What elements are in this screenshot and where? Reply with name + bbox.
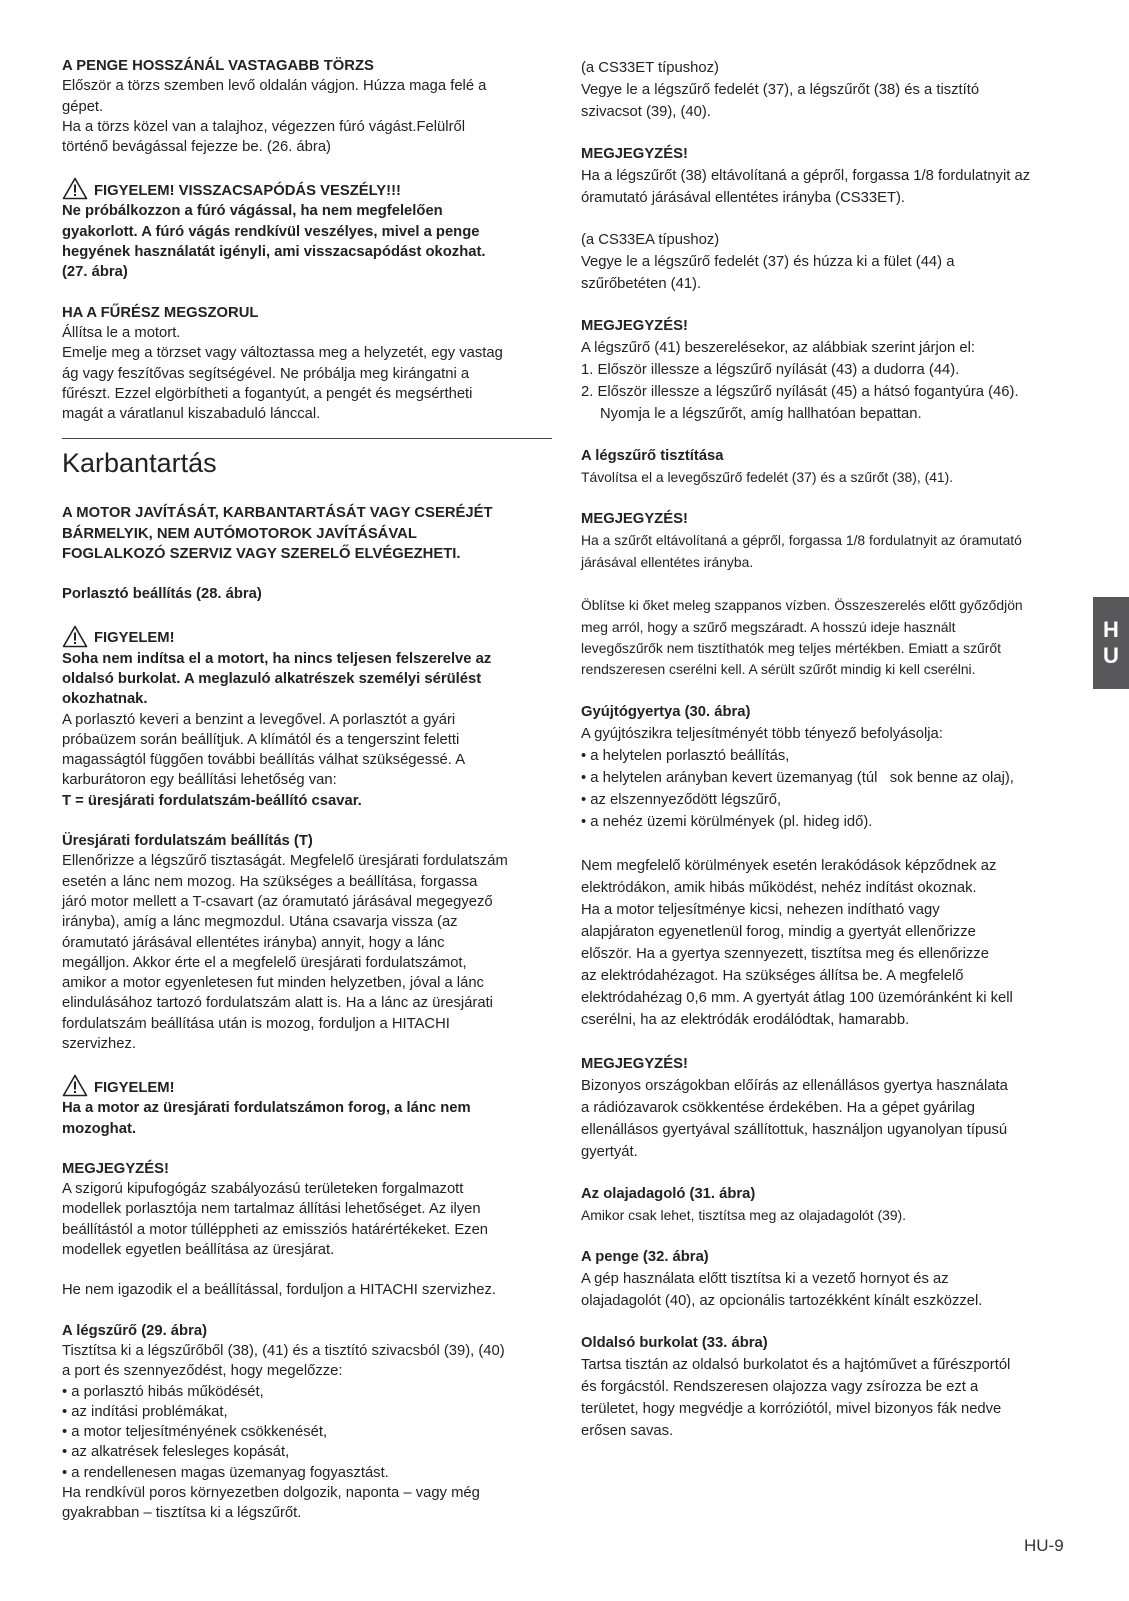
text-line: amikor a motor egyenletesen fut minden helyzetben, jóval a lánc — [62, 975, 484, 992]
rinse-section — [581, 595, 1081, 681]
warning-heading: FIGYELEM! — [62, 1074, 552, 1098]
text-line: oldalsó burkolat. A meglazuló alkatrészek személyi sérülést — [62, 670, 482, 687]
text-line: elektródákon, amik hibás működést, nehéz indítást okoznak. — [581, 879, 977, 896]
spark-section — [581, 701, 1081, 833]
text-line: karburátoron egy beállítási lehetőség van: — [62, 772, 337, 789]
text-line: cserélni, ha az elektródák erodálódtak, hamarabb. — [581, 1011, 910, 1028]
text-line: megálljon. Akkor érte el a megfelelő üresjárati fordulatszámot, — [62, 954, 467, 971]
text-line: fordulatszám beállítása után is mozog, forduljon a HITACHI — [62, 1015, 450, 1032]
list-item: • a rendellenesen magas üzemanyag fogyasztást. — [62, 1464, 389, 1481]
text-line: He nem igazodik el a beállítással, forduljon a HITACHI szervizhez. — [62, 1282, 496, 1299]
text-line: Ha a légszűrőt (38) eltávolítaná a gépről, forgassa 1/8 fordulatnyit az — [581, 168, 1031, 184]
side-cover-section — [581, 1332, 1081, 1442]
maintenance-notice — [62, 503, 552, 564]
text-line: modellek porlasztója nem tartalmaz állítási lehetőséget. Az ilyen — [62, 1201, 481, 1218]
hitachi-line-block — [62, 1280, 552, 1300]
thick-trunk-section — [62, 56, 552, 157]
oiler-section — [581, 1183, 1081, 1226]
text-line: esetén a lánc nem mozog. Ha szükséges a beállítása, forgassa — [62, 873, 478, 890]
blade-heading: A penge (32. ábra) — [581, 1249, 709, 1266]
language-letter: U — [1103, 643, 1119, 668]
filter-clean-section — [581, 445, 1081, 488]
text-line: FOGLALKOZÓ SZERVIZ VAGY SZERELŐ ELVÉGEZHETI. — [62, 546, 461, 563]
text-line: Vegye le a légszűrő fedelét (37) és húzza ki a fület (44) a — [581, 254, 955, 270]
text-line: és forgácstól. Rendszeresen olajozza vagy zsírozza be ezt a — [581, 1379, 979, 1396]
air-filter-section — [62, 1321, 552, 1524]
warning-triangle-icon — [62, 177, 88, 200]
text-line: szervizhez. — [62, 1035, 137, 1052]
text-line: Ha a motor teljesítménye kicsi, nehezen indítható vagy — [581, 901, 940, 918]
text-line: Nem megfelelő körülmények esetén lerakódások képződnek az — [581, 857, 997, 874]
page-number: HU-9 — [1024, 1536, 1064, 1555]
idle-section — [62, 831, 552, 1054]
text-line: (27. ábra) — [62, 264, 128, 281]
text-line: Tartsa tisztán az oldalsó burkolatot és a hajtóművet a fűrészportól — [581, 1357, 1011, 1374]
text-line: Ha a motor az üresjárati fordulatszámon forog, a lánc nem — [62, 1100, 471, 1117]
right-column — [581, 57, 1081, 1462]
list-item: • a porlasztó hibás működését, — [62, 1383, 264, 1400]
text-line: A gyújtószikra teljesítményét több tényező befolyásolja: — [581, 725, 943, 742]
text-line: óramutató járásával ellentétes irányba) annyit, hogy a lánc — [62, 934, 445, 951]
list-item: 1. Először illessze a légszűrő nyílását (43) a dudorra (44). — [581, 362, 960, 378]
text-line: irányba), amíg a lánc megmozdul. Utána csavarja vissza (az — [62, 914, 458, 931]
text-line: A porlasztó keveri a benzint a levegővel. A porlasztót a gyári — [62, 711, 456, 728]
text-line: A gép használata előtt tisztítsa ki a vezető hornyot és az — [581, 1271, 949, 1288]
text-line: Állítsa le a motort. — [62, 324, 181, 341]
language-letter: H — [1103, 617, 1119, 642]
list-item: • a motor teljesítményének csökkenését, — [62, 1424, 328, 1441]
text-line: Ne próbálkozzon a fúró vágással, ha nem megfelelően — [62, 203, 443, 220]
text-line: (a CS33EA típushoz) — [581, 232, 720, 248]
text-line: járó motor mellett a T-csavart (az óramutató járásával megegyező — [62, 893, 493, 910]
note-heading: MEGJEGYZÉS! — [581, 318, 688, 334]
section-title: Karbantartás — [62, 438, 552, 489]
text-line: szivacsot (39), (40). — [581, 104, 711, 120]
filter-clean-heading: A légszűrő tisztítása — [581, 448, 724, 464]
text-line: területet, hogy megvédje a korróziótól, mivel bizonyos fák nedve — [581, 1401, 1002, 1418]
list-item: 2. Először illessze a légszűrő nyílását (45) a hátsó fogantyúra (46). — [581, 384, 1019, 400]
text-line: a port és szennyeződést, hogy megelőzze: — [62, 1363, 343, 1380]
text-line: az elektródahézagot. Ha szükséges állítsa be. A megfelelő — [581, 967, 964, 984]
warning-heading: FIGYELEM! VISSZACSAPÓDÁS VESZÉLY!!! — [62, 177, 552, 201]
text-line: Távolítsa el a levegőszűrő fedelét (37) és a szűrőt (38), (41). — [581, 469, 954, 485]
list-item: • a helytelen arányban kevert üzemanyag (túl sok benne az olaj), — [581, 769, 1014, 786]
text-line: Soha nem indítsa el a motort, ha nincs teljesen felszerelve az — [62, 650, 492, 667]
text-line: A MOTOR JAVÍTÁSÁT, KARBANTARTÁSÁT VAGY CSERÉJÉT — [62, 505, 493, 522]
cs33et-section — [581, 57, 1081, 123]
text-line: gyertyát. — [581, 1143, 638, 1160]
air-filter-heading: A légszűrő (29. ábra) — [62, 1322, 207, 1339]
text-line: gyakorlott. A fúró vágás rendkívül veszélyes, mivel a penge — [62, 223, 480, 240]
note-emission — [62, 1159, 552, 1260]
text-line: levegőszűrők nem tisztíthatók meg teljes mértékben. Emiatt a szűrőt — [581, 640, 1001, 657]
language-tab — [1093, 597, 1129, 689]
text-line: elindulásához tartozó fordulatszám alatt is. Ha a lánc az üresjárati — [62, 995, 493, 1012]
thick-trunk-heading: A PENGE HOSSZÁNÁL VASTAGABB TÖRZS — [62, 58, 374, 74]
text-line: fűrészt. Ezzel elgörbítheti a fogantyút, a pengét és megsértheti — [62, 385, 473, 402]
text-line: Öblítse ki őket meleg szappanos vízben. Összeszerelés előtt győződjön — [581, 597, 1023, 614]
text-line: Ellenőrizze a légszűrő tisztaságát. Megfelelő üresjárati fordulatszám — [62, 853, 508, 870]
note-heading: MEGJEGYZÉS! — [581, 1055, 688, 1072]
text-line: erősen savas. — [581, 1423, 674, 1440]
text-line: óramutató járásával ellentétes irányba (CS33ET). — [581, 190, 906, 206]
note-install — [581, 315, 1081, 425]
note-heading: MEGJEGYZÉS! — [581, 511, 688, 528]
text-line: szűrőbetéten (41). — [581, 276, 702, 292]
text-line: Emelje meg a törzset vagy változtassa meg a helyzetét, egy vastag — [62, 345, 503, 362]
note-heading: MEGJEGYZÉS! — [581, 146, 688, 162]
text-line: gyakrabban – tisztítsa ki a légszűrőt. — [62, 1505, 302, 1522]
list-item: • a helytelen porlasztó beállítás, — [581, 747, 790, 764]
left-column — [62, 56, 552, 1544]
note-resistor — [581, 1053, 1081, 1163]
list-item: • az indítási problémákat, — [62, 1403, 228, 1420]
text-line: Ha a szűrőt eltávolítaná a gépről, forgassa 1/8 fordulatnyit az óramutató — [581, 532, 1022, 549]
kickback-warning — [62, 177, 552, 282]
side-cover-heading: Oldalsó burkolat (33. ábra) — [581, 1335, 768, 1352]
text-line: BÁRMELYIK, NEM AUTÓMOTOROK JAVÍTÁSÁVAL — [62, 525, 417, 542]
text-line: a rádiózavarok csökkentése érdekében. Ha a gépet gyárilag — [581, 1099, 976, 1116]
text-line: magasságtól függően további beállítás válhat szükségessé. A — [62, 752, 466, 769]
note-cs33et — [581, 143, 1081, 209]
oiler-heading: Az olajadagoló (31. ábra) — [581, 1185, 756, 1202]
text-line: modellek egyetlen beállítása az üresjárat. — [62, 1242, 335, 1259]
note-remove — [581, 508, 1081, 573]
text-line: hegyének használatát igényli, ami visszacsapódást okozhat. — [62, 244, 486, 261]
warning-heading: FIGYELEM! — [62, 625, 552, 649]
list-item: • az alkatrések felesleges kopását, — [62, 1444, 290, 1461]
text-line: gépet. — [62, 98, 104, 115]
list-item: • az elszennyeződött légszűrő, — [581, 791, 782, 808]
text-line: beállítástól a motor túlléppheti az emissziós határértékeket. Ezen — [62, 1221, 489, 1238]
idle-heading: Üresjárati fordulatszám beállítás (T) — [62, 833, 313, 850]
cs33ea-section — [581, 229, 1081, 295]
text-line: először. Ha a gyertya szennyezett, tisztítsa meg és ellenőrizze — [581, 945, 989, 962]
text-line: Tisztítsa ki a légszűrőből (38), (41) és a tisztító szivacsból (39), (40) — [62, 1342, 505, 1359]
text-line: Amikor csak lehet, tisztítsa meg az olajadagolót (39). — [581, 1206, 907, 1223]
spark-heading: Gyújtógyertya (30. ábra) — [581, 703, 751, 720]
text-line: ellenállásos gyertyával szállítottuk, használjon ugyanolyan típusú — [581, 1121, 1008, 1138]
note-heading: MEGJEGYZÉS! — [62, 1160, 169, 1177]
deposits-section — [581, 855, 1081, 1031]
text-line: Ha a törzs közel van a talajhoz, végezzen fúró vágást.Felülről — [62, 118, 466, 135]
text-line: járásával ellentétes irányba. — [581, 553, 754, 570]
text-line: (a CS33ET típushoz) — [581, 60, 719, 76]
blade-section — [581, 1246, 1081, 1312]
warning-triangle-icon — [62, 1074, 88, 1097]
text-line: T = üresjárati fordulatszám-beállító csavar. — [62, 792, 362, 809]
text-line: rendszeresen cserélni kell. A sérült szűrőt mindig ki kell cserélni. — [581, 661, 976, 678]
text-line: Ha rendkívül poros környezetben dolgozik, naponta – vagy még — [62, 1485, 480, 1502]
idle-warning — [62, 1074, 552, 1139]
carb-warning — [62, 625, 552, 811]
text-line: olajadagolót (40), az opcionális tartozékként kínált eszközzel. — [581, 1293, 983, 1310]
text-line: okozhatnak. — [62, 691, 148, 708]
stuck-heading: HA A FŰRÉSZ MEGSZORUL — [62, 304, 259, 321]
text-line: A légszűrő (41) beszerelésekor, az alábbiak szerint járjon el: — [581, 340, 975, 356]
text-line: elektródahézag 0,6 mm. A gyertyát átlag 100 üzemóránként ki kell — [581, 989, 1013, 1006]
text-line: magát a váratlanul kiszabaduló lánccal. — [62, 406, 321, 423]
warning-triangle-icon — [62, 625, 88, 648]
text-line: mozoghat. — [62, 1120, 136, 1137]
carb-heading: Porlasztó beállítás (28. ábra) — [62, 586, 262, 603]
text-line: A szigorú kipufogógáz szabályozású területeken forgalmazott — [62, 1181, 464, 1198]
text-line: alapjáraton egyenetlenül forog, mindig a gyertyát ellenőrizze — [581, 923, 976, 940]
text-line: történő bevágással fejezze be. (26. ábra) — [62, 139, 331, 156]
stuck-saw-section — [62, 303, 552, 425]
text-line: ág vagy feszítővas segítségével. Ne próbálja meg kirángatni a — [62, 365, 470, 382]
text-line: Nyomja le a légszűrőt, amíg hallhatóan bepattan. — [600, 406, 922, 422]
text-line: Vegye le a légszűrő fedelét (37), a légszűrőt (38) és a tisztító — [581, 82, 980, 98]
carb-heading-block — [62, 584, 552, 604]
text-line: Bizonyos országokban előírás az ellenállásos gyertya használata — [581, 1077, 1008, 1094]
text-line: meg arról, hogy a szűrő megszáradt. A hosszú ideje használt — [581, 618, 956, 635]
text-line: próbaüzem során beállítjuk. A klímától és a tengerszint feletti — [62, 731, 460, 748]
text-line: Először a törzs szemben levő oldalán vágjon. Húzza maga felé a — [62, 78, 487, 95]
list-item: • a nehéz üzemi körülmények (pl. hideg idő). — [581, 813, 873, 830]
